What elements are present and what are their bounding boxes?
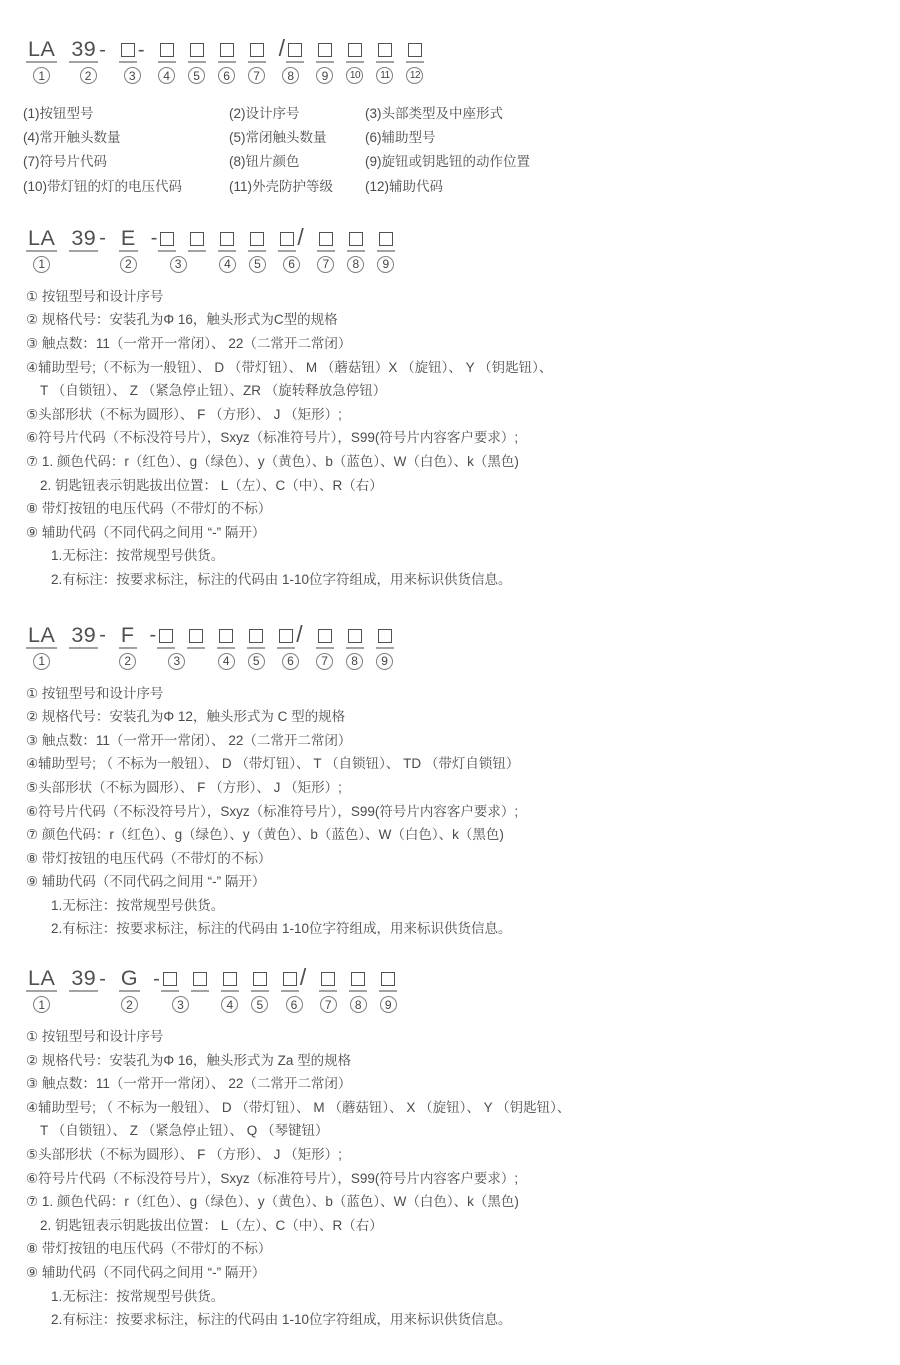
spec-line: 1.无标注：按常规型号供货。	[51, 548, 225, 564]
circled-number: 2	[80, 67, 97, 84]
code-symbol	[119, 225, 138, 252]
circled-number: 4	[218, 653, 235, 670]
code-symbol	[119, 622, 137, 649]
empty-code-box	[160, 232, 174, 246]
circled-number: 8	[350, 996, 367, 1013]
empty-code-box	[219, 629, 233, 643]
code-symbol	[69, 225, 107, 252]
spec-line: ⑨ 辅助代码（不同代码之间用 “-” 隔开）	[26, 1265, 266, 1280]
legend-item: (5)常闭触头数量	[229, 130, 327, 146]
empty-code-box	[190, 232, 204, 246]
spec-line: ⑧ 带灯按钮的电压代码（不带灯的不标）	[26, 501, 272, 517]
code-column	[221, 965, 239, 1013]
empty-code-box	[319, 232, 333, 246]
code-symbol	[149, 622, 206, 649]
code-box-underlined	[187, 629, 205, 649]
code-symbol	[346, 622, 364, 649]
code-box-underlined	[158, 43, 176, 63]
code-symbol	[251, 965, 269, 992]
circled-number: 7	[317, 256, 334, 273]
code-column	[319, 965, 337, 1013]
spec-line: ① 按钮型号和设计序号	[26, 685, 164, 701]
spec-line: ④辅助型号;（不标为一般钮）、 D （带灯钮）、 M （蘑菇钮）X （旋钮）、 Y （钥匙钮）、	[26, 359, 553, 375]
spec-line: T （自锁钮）、 Z （紧急停止钮）、 Q （琴键钮）	[40, 1123, 329, 1139]
spec-line: 2. 钥匙钮表示钥匙拔出位置： L（左）、C（中）、R（右）	[40, 1217, 383, 1233]
circled-number: 1	[33, 653, 50, 670]
empty-code-box	[250, 43, 264, 57]
circled-number: 3	[124, 67, 141, 84]
empty-code-box	[249, 629, 263, 643]
circled-number: 3	[170, 256, 187, 273]
empty-code-box	[408, 43, 422, 57]
section-g-lines	[26, 1025, 880, 1332]
code-box-underlined	[406, 43, 424, 63]
code-column	[317, 225, 335, 273]
spec-line: 1.无标注：按常规型号供货。	[51, 897, 225, 913]
code-symbol	[218, 225, 236, 252]
code-box-underlined	[319, 972, 337, 992]
spec-line: ③ 触点数：11（一常开一常闭）、 22（二常开二常闭）	[26, 1076, 352, 1092]
empty-code-box	[223, 972, 237, 986]
circled-number: 6	[283, 256, 300, 273]
legend-item: (10)带灯钮的灯的电压代码	[23, 178, 183, 194]
spec-line: ⑧ 带灯按钮的电压代码（不带灯的不标）	[26, 1241, 272, 1257]
empty-code-box	[378, 629, 392, 643]
empty-code-box	[163, 972, 177, 986]
spec-line: ⑥符号片代码（不标没符号片），Sxyz（标准符号片），S99(符号片内容客户要求）;	[26, 803, 519, 819]
code-column	[376, 622, 394, 670]
spec-line: ⑧ 带灯按钮的电压代码（不带灯的不标）	[26, 850, 272, 866]
code-column	[119, 36, 146, 84]
code-column	[188, 36, 206, 84]
section-f-lines	[26, 682, 880, 942]
code-box-underlined	[346, 43, 364, 63]
code-symbol	[349, 965, 367, 992]
code-symbol	[319, 965, 337, 992]
model-code-header-g	[26, 965, 880, 1013]
code-symbol	[188, 36, 206, 63]
code-box-underlined	[251, 972, 269, 992]
spec-line: ⑨ 辅助代码（不同代码之间用 “-” 隔开）	[26, 524, 266, 540]
circled-number: 5	[249, 256, 266, 273]
code-symbol	[69, 36, 107, 63]
circled-number: 1	[33, 996, 50, 1013]
code-box-underlined	[188, 43, 206, 63]
hyphen-separator: -	[99, 227, 106, 250]
empty-code-box	[190, 43, 204, 57]
legend-item: (6)辅助型号	[365, 130, 436, 146]
code-box-underlined	[119, 43, 137, 63]
slash-separator: /	[299, 964, 307, 991]
circled-number: 5	[251, 996, 268, 1013]
empty-code-box	[318, 629, 332, 643]
spec-line: ④辅助型号; （ 不标为一般钮）、 D （带灯钮）、 T （自锁钮）、 TD （带灯自锁钮）	[26, 756, 520, 772]
circled-number: 10	[346, 67, 363, 84]
empty-code-box	[288, 43, 302, 57]
spec-line: ② 规格代号：安装孔为Φ 16，触头形式为 Za 型的规格	[26, 1052, 352, 1068]
code-column	[281, 965, 307, 1013]
hyphen-separator: -	[153, 967, 160, 990]
code-symbol	[26, 36, 57, 63]
code-box-underlined	[218, 232, 236, 252]
code-box-underlined	[376, 629, 394, 649]
circled-number: 9	[380, 996, 397, 1013]
code-column	[248, 36, 266, 84]
code-column	[149, 622, 206, 670]
code-symbol	[317, 225, 335, 252]
circled-number: 8	[347, 256, 364, 273]
legend-item: (3)头部类型及中座形式	[365, 106, 503, 121]
legend-item: (11)外壳防护等级	[229, 178, 334, 194]
code-box-underlined	[277, 629, 295, 649]
code-box-underlined	[379, 972, 397, 992]
code-box-underlined	[248, 232, 266, 252]
spec-line: ② 规格代号：安装孔为Φ 12，触头形式为 C 型的规格	[26, 709, 346, 725]
spec-line: ⑤头部形状（不标为圆形）、 F （方形）、 J （矩形）;	[26, 779, 342, 795]
spec-line: ④辅助型号; （ 不标为一般钮）、 D （带灯钮）、 M （蘑菇钮）、 X （旋钮）、 Y （钥匙钮）、	[26, 1099, 571, 1115]
code-symbol	[26, 225, 57, 252]
spec-line: ⑥符号片代码（不标没符号片），Sxyz（标准符号片），S99(符号片内容客户要求）;	[26, 430, 519, 446]
model-code-text: 39	[71, 966, 97, 991]
code-symbol	[119, 965, 140, 992]
code-box-underlined	[377, 232, 395, 252]
code-symbol	[247, 622, 265, 649]
code-symbol	[379, 965, 397, 992]
slash-separator: /	[296, 620, 303, 647]
code-box-underlined	[247, 629, 265, 649]
spec-line: T （自锁钮）、 Z （紧急停止钮）、ZR （旋转释放急停钮）	[40, 383, 387, 399]
code-column	[150, 225, 207, 273]
hyphen-separator: -	[99, 38, 106, 61]
legend-item: (9)旋钮或钥匙钮的动作位置	[365, 154, 530, 170]
model-code-header-f	[26, 622, 880, 670]
hyphen-separator: -	[99, 967, 106, 990]
empty-code-box	[318, 43, 332, 57]
hyphen-separator: -	[137, 38, 145, 61]
circled-number: 2	[120, 256, 137, 273]
code-column	[119, 965, 140, 1013]
code-column	[316, 36, 334, 84]
code-symbol	[158, 36, 176, 63]
code-column	[158, 36, 176, 84]
empty-code-box	[279, 629, 293, 643]
code-box-underlined	[157, 629, 175, 649]
code-box-underlined	[346, 629, 364, 649]
circled-number: 8	[346, 653, 363, 670]
code-symbol	[218, 36, 236, 63]
code-column	[346, 36, 364, 84]
code-box-underlined	[217, 629, 235, 649]
circled-number: 8	[282, 67, 299, 84]
code-symbol	[281, 965, 307, 992]
code-symbol	[377, 225, 395, 252]
section-e-lines	[26, 285, 880, 592]
code-column	[251, 965, 269, 1013]
code-box-underlined	[221, 972, 239, 992]
spec-line: ⑦ 1. 颜色代码：r（红色）、g（绿色）、y（黄色）、b（蓝色）、W（白色）、k（黑色)	[26, 1194, 519, 1210]
code-column	[26, 36, 57, 84]
code-box-underlined	[347, 232, 365, 252]
code-column	[376, 36, 394, 84]
code-symbol	[150, 225, 207, 252]
empty-code-box	[379, 232, 393, 246]
code-column	[278, 36, 304, 84]
code-symbol	[406, 36, 424, 63]
circled-number: 4	[221, 996, 238, 1013]
code-column	[379, 965, 397, 1013]
code-symbol	[69, 622, 107, 649]
code-box-underlined	[317, 232, 335, 252]
spec-line: ⑦ 1. 颜色代码：r（红色）、g（绿色）、y（黄色）、b（蓝色）、W（白色）、k（黑色)	[26, 453, 519, 469]
empty-code-box	[321, 972, 335, 986]
code-column	[119, 225, 138, 273]
circled-number: 5	[188, 67, 205, 84]
circled-number: 4	[219, 256, 236, 273]
circled-number: 4	[158, 67, 175, 84]
circled-number: 7	[248, 67, 265, 84]
legend-item: (4)常开触头数量	[23, 130, 121, 146]
code-symbol	[376, 622, 394, 649]
code-symbol	[316, 622, 334, 649]
empty-code-box	[189, 629, 203, 643]
model-code-header-e	[26, 225, 880, 273]
hyphen-separator: -	[149, 624, 157, 647]
code-column	[217, 622, 235, 670]
empty-code-box	[121, 43, 135, 57]
code-column	[69, 965, 107, 1013]
empty-code-box	[253, 972, 267, 986]
circled-number: 9	[376, 653, 393, 670]
spec-line: 2.有标注：按要求标注，标注的代码由 1-10位字符组成，用来标识供货信息。	[51, 571, 512, 587]
circled-number: 2	[119, 653, 136, 670]
code-column	[119, 622, 137, 670]
empty-code-box	[220, 43, 234, 57]
circled-number: 9	[377, 256, 394, 273]
code-symbol	[346, 36, 364, 63]
empty-code-box	[381, 972, 395, 986]
model-code-text: G	[120, 966, 139, 991]
empty-code-box	[160, 43, 174, 57]
code-column	[152, 965, 209, 1013]
code-symbol	[69, 965, 107, 992]
circled-number: 11	[376, 67, 393, 84]
circled-number: 6	[282, 653, 299, 670]
empty-code-box	[283, 972, 297, 986]
circled-number: 1	[33, 256, 50, 273]
code-symbol	[221, 965, 239, 992]
code-box-underlined	[158, 232, 176, 252]
spec-line: ② 规格代号：安装孔为Φ 16，触头形式为C型的规格	[26, 312, 338, 328]
model-code-text: 39	[71, 225, 97, 250]
empty-code-box	[351, 972, 365, 986]
spec-line: ③ 触点数：11（一常开一常闭）、 22（二常开二常闭）	[26, 732, 352, 748]
empty-code-box	[348, 629, 362, 643]
code-column	[278, 225, 304, 273]
code-column	[347, 225, 365, 273]
code-column	[26, 965, 57, 1013]
code-column	[349, 965, 367, 1013]
code-column	[69, 36, 107, 84]
code-symbol	[376, 36, 394, 63]
empty-code-box	[250, 232, 264, 246]
spec-line: ⑥符号片代码（不标没符号片），Sxyz（标准符号片），S99(符号片内容客户要求）;	[26, 1170, 519, 1186]
empty-code-box	[159, 629, 173, 643]
code-symbol	[26, 965, 57, 992]
circled-number: 3	[168, 653, 185, 670]
code-box-underlined	[188, 232, 206, 252]
code-symbol	[278, 36, 304, 63]
circled-number: 7	[316, 653, 333, 670]
code-column	[26, 622, 57, 670]
code-column	[69, 225, 107, 273]
code-symbol	[152, 965, 209, 992]
circled-number: 1	[33, 67, 50, 84]
spec-line: 1.无标注：按常规型号供货。	[51, 1288, 225, 1304]
code-column	[248, 225, 266, 273]
spec-line: 2.有标注：按要求标注，标注的代码由 1-10位字符组成，用来标识供货信息。	[51, 921, 512, 937]
code-box-underlined	[281, 972, 299, 992]
code-column	[377, 225, 395, 273]
code-symbol	[248, 36, 266, 63]
code-box-underlined	[161, 972, 179, 992]
legend-item: (12)辅助代码	[365, 178, 444, 194]
spec-line: ① 按钮型号和设计序号	[26, 288, 164, 304]
code-column	[277, 622, 303, 670]
circled-number: 6	[286, 996, 303, 1013]
code-box-underlined	[248, 43, 266, 63]
spec-line: ⑨ 辅助代码（不同代码之间用 “-” 隔开）	[26, 874, 266, 890]
hyphen-separator: -	[150, 227, 158, 250]
spec-line: ① 按钮型号和设计序号	[26, 1029, 164, 1045]
code-box-underlined	[376, 43, 394, 63]
model-code-text: LA	[28, 622, 56, 647]
code-column	[406, 36, 424, 84]
circled-number: 12	[406, 67, 423, 84]
code-box-underlined	[316, 43, 334, 63]
empty-code-box	[280, 232, 294, 246]
code-symbol	[347, 225, 365, 252]
hyphen-separator: -	[99, 624, 106, 647]
empty-code-box	[348, 43, 362, 57]
code-column	[316, 622, 334, 670]
spec-line: 2.有标注：按要求标注，标注的代码由 1-10位字符组成，用来标识供货信息。	[51, 1312, 512, 1328]
code-symbol	[248, 225, 266, 252]
circled-number: 6	[218, 67, 235, 84]
code-symbol	[278, 225, 304, 252]
model-code-text: 39	[71, 622, 97, 647]
code-box-underlined	[191, 972, 209, 992]
slash-separator: /	[278, 35, 285, 61]
code-box-underlined	[218, 43, 236, 63]
code-box-underlined	[349, 972, 367, 992]
empty-code-box	[378, 43, 392, 57]
code-symbol	[217, 622, 235, 649]
model-code-text: 39	[71, 37, 97, 61]
circled-number: 3	[172, 996, 189, 1013]
code-column	[26, 225, 57, 273]
legend-item: (8)钮片颜色	[229, 154, 300, 170]
spec-line: ⑦ 颜色代码：r（红色）、g（绿色）、y（黄色）、b（蓝色）、W（白色）、k（黑色)	[26, 827, 504, 843]
code-column	[247, 622, 265, 670]
legend-item: (7)符号片代码	[23, 154, 107, 170]
code-box-underlined	[278, 232, 296, 252]
spec-line: 2. 钥匙钮表示钥匙拔出位置： L（左）、C（中）、R（右）	[40, 477, 383, 493]
model-code-text: LA	[28, 37, 56, 61]
model-code-text: LA	[28, 225, 56, 250]
empty-code-box	[193, 972, 207, 986]
circled-number: 7	[320, 996, 337, 1013]
code-symbol	[26, 622, 57, 649]
code-column	[218, 36, 236, 84]
model-code-text: E	[120, 225, 136, 250]
spec-line: ⑤头部形状（不标为圆形）、 F （方形）、 J （矩形）;	[26, 406, 342, 422]
circled-number: 2	[121, 996, 138, 1013]
spec-line: ③ 触点数：11（一常开一常闭）、 22（二常开二常闭）	[26, 336, 352, 351]
code-symbol	[277, 622, 303, 649]
code-symbol	[119, 36, 146, 63]
model-code-header-full	[26, 36, 880, 84]
model-code-text: F	[120, 622, 135, 647]
slash-separator: /	[297, 223, 304, 250]
legend	[23, 102, 880, 199]
empty-code-box	[220, 232, 234, 246]
empty-code-box	[349, 232, 363, 246]
legend-item: (1)按钮型号	[23, 106, 94, 121]
spec-line: ⑤头部形状（不标为圆形）、 F （方形）、 J （矩形）;	[26, 1147, 342, 1163]
code-column	[69, 622, 107, 670]
code-box-underlined	[316, 629, 334, 649]
circled-number: 5	[248, 653, 265, 670]
code-column	[346, 622, 364, 670]
circled-number: 9	[316, 67, 333, 84]
code-box-underlined	[286, 43, 304, 63]
legend-item: (2)设计序号	[229, 106, 300, 121]
code-column	[218, 225, 236, 273]
model-code-text: LA	[28, 966, 56, 991]
code-symbol	[316, 36, 334, 63]
